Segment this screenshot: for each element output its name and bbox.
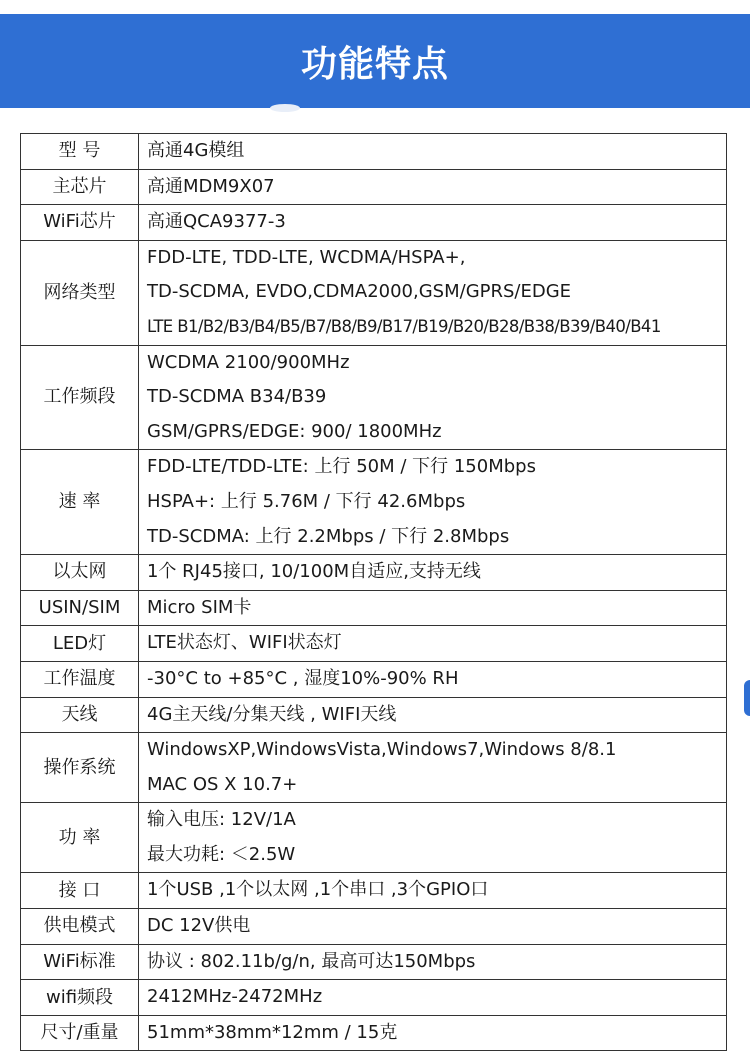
table-row — [21, 980, 727, 1016]
spec-label: 功 率 — [21, 803, 139, 873]
table-row — [21, 626, 727, 662]
header-banner — [0, 14, 750, 108]
spec-value — [139, 733, 727, 803]
spec-value-line: WCDMA 2100/900MHz — [147, 351, 350, 373]
spec-value — [139, 980, 727, 1016]
table-row — [21, 873, 727, 909]
table-row — [21, 205, 727, 241]
spec-value-line: 协议 : 802.11b/g/n, 最高可达150Mbps — [147, 950, 476, 972]
table-row — [21, 169, 727, 205]
spec-value-line: 高通MDM9X07 — [147, 175, 275, 197]
spec-table — [20, 133, 727, 1051]
spec-label: 工作频段 — [21, 345, 139, 450]
spec-value-line: 高通4G模组 — [147, 140, 245, 161]
spec-value — [139, 345, 727, 450]
spec-value-line: HSPA+: 上行 5.76M / 下行 42.6Mbps — [147, 490, 466, 512]
side-tab — [744, 680, 750, 716]
spec-value-line: 最大功耗: ＜2.5W — [147, 843, 296, 865]
table-row — [21, 555, 727, 591]
spec-label: WiFi芯片 — [21, 205, 139, 241]
table-row — [21, 1015, 727, 1051]
spec-label: 天线 — [21, 697, 139, 733]
spec-label: USIN/SIM — [21, 590, 139, 626]
spec-value-line: -30°C to +85°C , 湿度10%-90% RH — [147, 667, 459, 689]
table-row — [21, 803, 727, 873]
spec-value — [139, 450, 727, 555]
spec-value-line: FDD-LTE, TDD-LTE, WCDMA/HSPA+, — [147, 246, 466, 268]
spec-value-line: DC 12V供电 — [147, 915, 251, 937]
spec-value-line: FDD-LTE/TDD-LTE: 上行 50M / 下行 150Mbps — [147, 456, 536, 478]
spec-value — [139, 697, 727, 733]
spec-value-line: LTE状态灯、WIFI状态灯 — [147, 632, 342, 654]
table-row — [21, 733, 727, 803]
spec-value-line: 1个 RJ45接口, 10/100M自适应,支持无线 — [147, 561, 481, 583]
spec-value — [139, 590, 727, 626]
table-row — [21, 697, 727, 733]
spec-value-line: WindowsXP,WindowsVista,Windows7,Windows 8/8.1 — [147, 739, 617, 761]
spec-label: 接 口 — [21, 873, 139, 909]
spec-value — [139, 134, 727, 170]
spec-value-line: MAC OS X 10.7+ — [147, 773, 298, 795]
spec-value-line: TD-SCDMA: 上行 2.2Mbps / 下行 2.8Mbps — [147, 525, 510, 547]
spec-value — [139, 1015, 727, 1051]
spec-label: 供电模式 — [21, 909, 139, 945]
table-row — [21, 345, 727, 450]
spec-label: 型 号 — [21, 134, 139, 170]
spec-value-line: GSM/GPRS/EDGE: 900/ 1800MHz — [147, 420, 442, 442]
spec-value-line: 输入电压: 12V/1A — [147, 809, 296, 831]
spec-label: 主芯片 — [21, 169, 139, 205]
table-row — [21, 909, 727, 945]
table-row — [21, 450, 727, 555]
spec-label: 工作温度 — [21, 661, 139, 697]
spec-value — [139, 803, 727, 873]
spec-table-body — [21, 134, 727, 1051]
spec-value — [139, 873, 727, 909]
spec-label: 以太网 — [21, 555, 139, 591]
spec-value — [139, 944, 727, 980]
spec-value-line: 2412MHz-2472MHz — [147, 986, 323, 1008]
spec-value — [139, 909, 727, 945]
table-row — [21, 134, 727, 170]
spec-value — [139, 626, 727, 662]
spec-label: 速 率 — [21, 450, 139, 555]
spec-label: WiFi标准 — [21, 944, 139, 980]
spec-label: 操作系统 — [21, 733, 139, 803]
spec-label: wifi频段 — [21, 980, 139, 1016]
spec-value-line: 51mm*38mm*12mm / 15克 — [147, 1021, 398, 1043]
table-row — [21, 661, 727, 697]
spec-value-line: TD-SCDMA B34/B39 — [147, 386, 327, 408]
spec-label: 尺寸/重量 — [21, 1015, 139, 1051]
spec-value — [139, 661, 727, 697]
spec-value-line: LTE B1/B2/B3/B4/B5/B7/B8/B9/B17/B19/B20/B28/B38/B39/B40/B41 — [147, 316, 661, 336]
spec-value-line: 高通QCA9377-3 — [147, 211, 286, 233]
page-title: 功能特点 — [300, 44, 449, 85]
spec-value-line: Micro SIM卡 — [147, 596, 252, 618]
spec-value — [139, 169, 727, 205]
spec-value — [139, 240, 727, 345]
spec-value-line: 4G主天线/分集天线 , WIFI天线 — [147, 703, 397, 725]
spec-value-line: 1个USB ,1个以太网 ,1个串口 ,3个GPIO口 — [147, 879, 489, 901]
spec-value — [139, 205, 727, 241]
table-row — [21, 944, 727, 980]
banner-decoration — [270, 104, 300, 112]
table-row — [21, 240, 727, 345]
spec-label: 网络类型 — [21, 240, 139, 345]
table-row — [21, 590, 727, 626]
spec-label: LED灯 — [21, 626, 139, 662]
spec-value — [139, 555, 727, 591]
spec-value-line: TD-SCDMA, EVDO,CDMA2000,GSM/GPRS/EDGE — [147, 281, 572, 303]
